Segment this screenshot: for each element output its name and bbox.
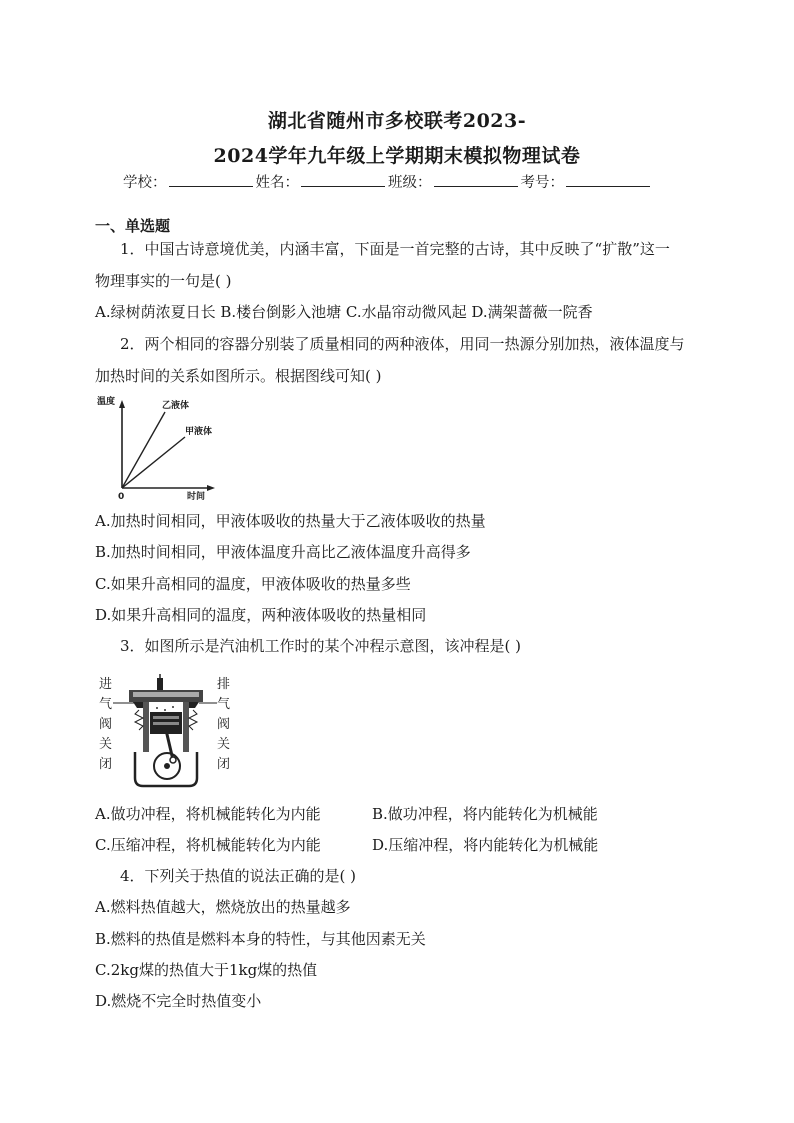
q4-option-b: B.燃料的热值是燃料本身的特性，与其他因素无关 — [95, 930, 426, 948]
graph-line-jia-label: 甲液体 — [185, 427, 213, 437]
q2-stem-line-1: 2．两个相同的容器分别装了质量相同的两种液体，用同一热源分别加热，液体温度与 — [120, 335, 685, 353]
q2-option-a: A.加热时间相同，甲液体吸收的热量大于乙液体吸收的热量 — [95, 512, 486, 530]
q3-option-a: A.做功冲程，将机械能转化为内能 — [95, 805, 321, 823]
cylinder-wall-right — [183, 702, 189, 752]
q3-option-d: D.压缩冲程，将内能转化为机械能 — [372, 836, 599, 854]
q1-options: A.绿树荫浓夏日长 B.楼台倒影入池塘 C.水晶帘动微风起 D.满架蔷薇一院香 — [95, 303, 593, 321]
q2-option-b: B.加热时间相同，甲液体温度升高比乙液体温度升高得多 — [95, 543, 471, 561]
line-yi — [122, 412, 165, 488]
school-field[interactable] — [169, 172, 253, 187]
q3-option-c: C.压缩冲程，将机械能转化为内能 — [95, 836, 321, 854]
crankcase — [135, 752, 197, 786]
class-label: 班级： — [388, 175, 432, 191]
graph-y-label: 温度 — [97, 397, 116, 407]
left-label-5: 闭 — [99, 757, 113, 772]
q3-option-b: B.做功冲程，将内能转化为机械能 — [372, 805, 598, 823]
right-label-3: 阀 — [217, 717, 231, 732]
right-label-4: 关 — [217, 737, 231, 752]
q3-engine-diagram — [95, 670, 245, 792]
graph-x-label: 时间 — [187, 492, 206, 502]
left-label-1: 进 — [99, 677, 113, 692]
right-label-5: 闭 — [217, 757, 231, 772]
q2-option-d: D.如果升高相同的温度，两种液体吸收的热量相同 — [95, 606, 427, 624]
left-label-4: 关 — [99, 737, 113, 752]
q4-option-a: A.燃料热值越大，燃烧放出的热量越多 — [95, 898, 351, 916]
q2-stem-line-2: 加热时间的关系如图所示。根据图线可知( ) — [95, 367, 382, 385]
right-label-1: 排 — [217, 677, 231, 692]
q1-stem-line-1: 1．中国古诗意境优美，内涵丰富，下面是一首完整的古诗，其中反映了“扩散”这一 — [120, 240, 670, 258]
section-heading: 一、单选题 — [95, 217, 171, 235]
exam-no-field[interactable] — [566, 172, 650, 187]
left-label-3: 阀 — [99, 717, 113, 732]
graph-line-yi-label: 乙液体 — [162, 401, 190, 411]
y-axis-arrow-icon — [119, 400, 125, 408]
school-label: 学校： — [123, 175, 167, 191]
graph-origin-label: 0 — [118, 492, 125, 502]
class-field[interactable] — [434, 172, 518, 187]
q2-temperature-graph — [95, 392, 225, 502]
x-axis-arrow-icon — [207, 485, 215, 491]
student-info-row — [123, 171, 653, 192]
exam-no-label: 考号： — [520, 175, 564, 191]
title-line-2: 2024学年九年级上学期期末模拟物理试卷 — [213, 145, 581, 167]
q4-option-c: C.2kg煤的热值大于1kg煤的热值 — [95, 961, 318, 979]
q4-stem: 4．下列关于热值的说法正确的是( ) — [120, 867, 357, 885]
name-label: 姓名： — [255, 175, 299, 191]
right-label-2: 气 — [217, 697, 231, 712]
name-field[interactable] — [301, 172, 385, 187]
line-jia — [122, 437, 185, 488]
left-label-2: 气 — [99, 697, 113, 712]
title-line-1: 湖北省随州市多校联考2023- — [267, 110, 527, 132]
q2-option-c: C.如果升高相同的温度，甲液体吸收的热量多些 — [95, 575, 411, 593]
connecting-rod — [166, 730, 173, 760]
spark-plug-icon — [157, 678, 163, 690]
q1-stem-line-2: 物理事实的一句是( ) — [95, 272, 232, 290]
cylinder-wall-left — [143, 702, 149, 752]
q4-option-d: D.燃烧不完全时热值变小 — [95, 992, 262, 1010]
q3-stem: 3．如图所示是汽油机工作时的某个冲程示意图，该冲程是( ) — [120, 637, 522, 655]
